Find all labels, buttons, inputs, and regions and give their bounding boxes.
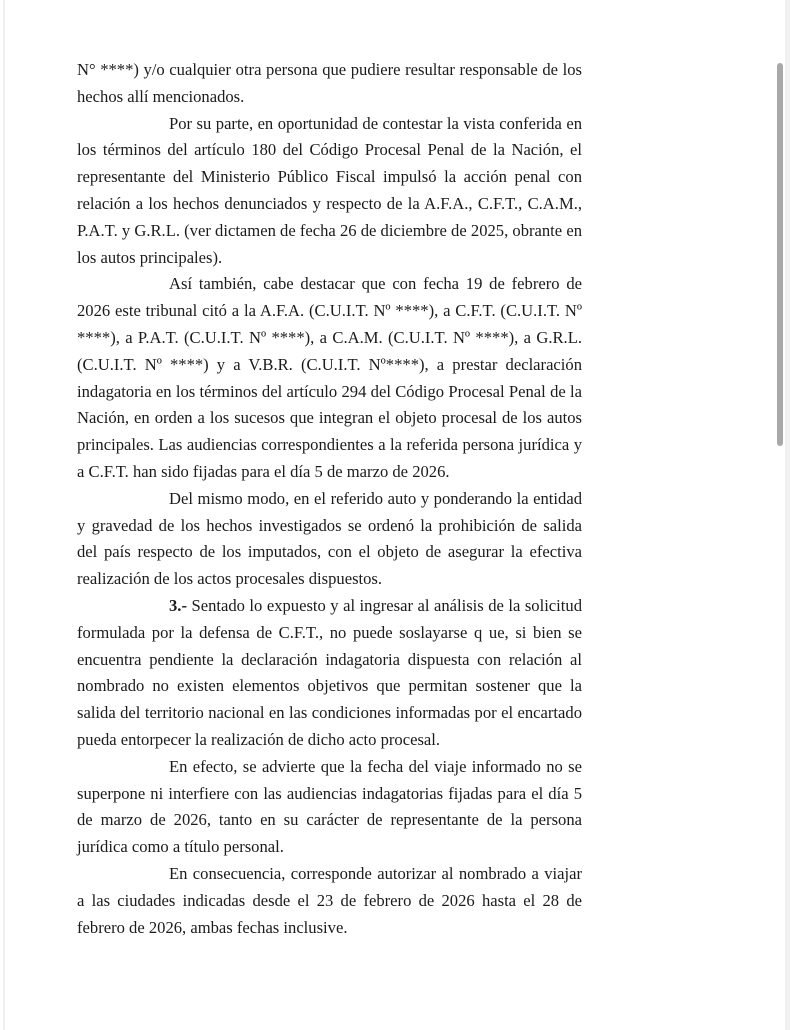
scrollbar-thumb[interactable] (777, 63, 783, 446)
document-page (77, 57, 582, 941)
paragraph-1 (77, 57, 582, 111)
paragraph-5 (77, 593, 582, 754)
left-border (3, 0, 5, 1030)
section-number: 3.- (169, 595, 187, 615)
paragraph-text: Por su parte, en oportunidad de contestar la vista conferida en los términos del artículo 180 del Código Procesal Penal de la Nación, el representante del Ministerio Público Fiscal impulsó la acción penal con relación a los hechos denunciados y respecto de la A.F.A., C.F.T., C.A.M., P.A.T. y G.R.L. (ver dictamen de fecha 26 de diciembre de 2025, obrante en los autos principales). (77, 113, 582, 267)
paragraph-text: En consecuencia, corresponde autorizar al nombrado a viajar a las ciudades indicadas desde el 23 de febrero de 2026 hasta el 28 de febrero de 2026, ambas fechas inclusive. (77, 863, 582, 937)
paragraph-6 (77, 754, 582, 861)
paragraph-text: Del mismo modo, en el referido auto y ponderando la entidad y gravedad de los hechos investigados se ordenó la prohibición de salida del país respecto de los imputados, con el objeto de asegurar la efectiva realización de los actos procesales dispuestos. (77, 488, 582, 589)
paragraph-2 (77, 111, 582, 272)
paragraph-4 (77, 486, 582, 593)
paragraph-3 (77, 271, 582, 485)
paragraph-text: N° ****) y/o cualquier otra persona que pudiere resultar responsable de los hechos allí mencionados. (77, 60, 582, 106)
paragraph-7 (77, 861, 582, 941)
paragraph-text: Así también, cabe destacar que con fecha 19 de febrero de 2026 este tribunal citó a la A.F.A. (C.U.I.T. Nº ****), a C.F.T. (C.U.I.T. Nº ****), a P.A.T. (C.U.I.T. Nº ****), a C.A.M. (C.U.I.T. Nº ****), a G.R.L. (C.U.I.T. Nº ****) y a V.B.R. (C.U.I.T. Nº****), a prestar declaración indagatoria en los términos del artículo 294 del Código Procesal Penal de la Nación, en orden a los sucesos que integran el objeto procesal de los autos principales. Las audiencias correspondientes a la referida persona jurídica y a C.F.T. han sido fijadas para el día 5 de marzo de 2026. (77, 274, 582, 481)
right-border (785, 0, 790, 1030)
paragraph-text: Sentado lo expuesto y al ingresar al análisis de la solicitud formulada por la defensa de C.F.T., no puede soslayarse q ue, si bien se encuentra pendiente la declaración indagatoria dispuesta con relación al nombrado no existen elementos objetivos que permitan sostener que la salida del territorio nacional en las condiciones informadas por el encartado pueda entorpecer la realización de dicho acto procesal. (77, 595, 582, 749)
paragraph-text: En efecto, se advierte que la fecha del viaje informado no se superpone ni interfiere con las audiencias indagatorias fijadas para el día 5 de marzo de 2026, tanto en su carácter de representante de la persona jurídica como a título personal. (77, 756, 582, 857)
